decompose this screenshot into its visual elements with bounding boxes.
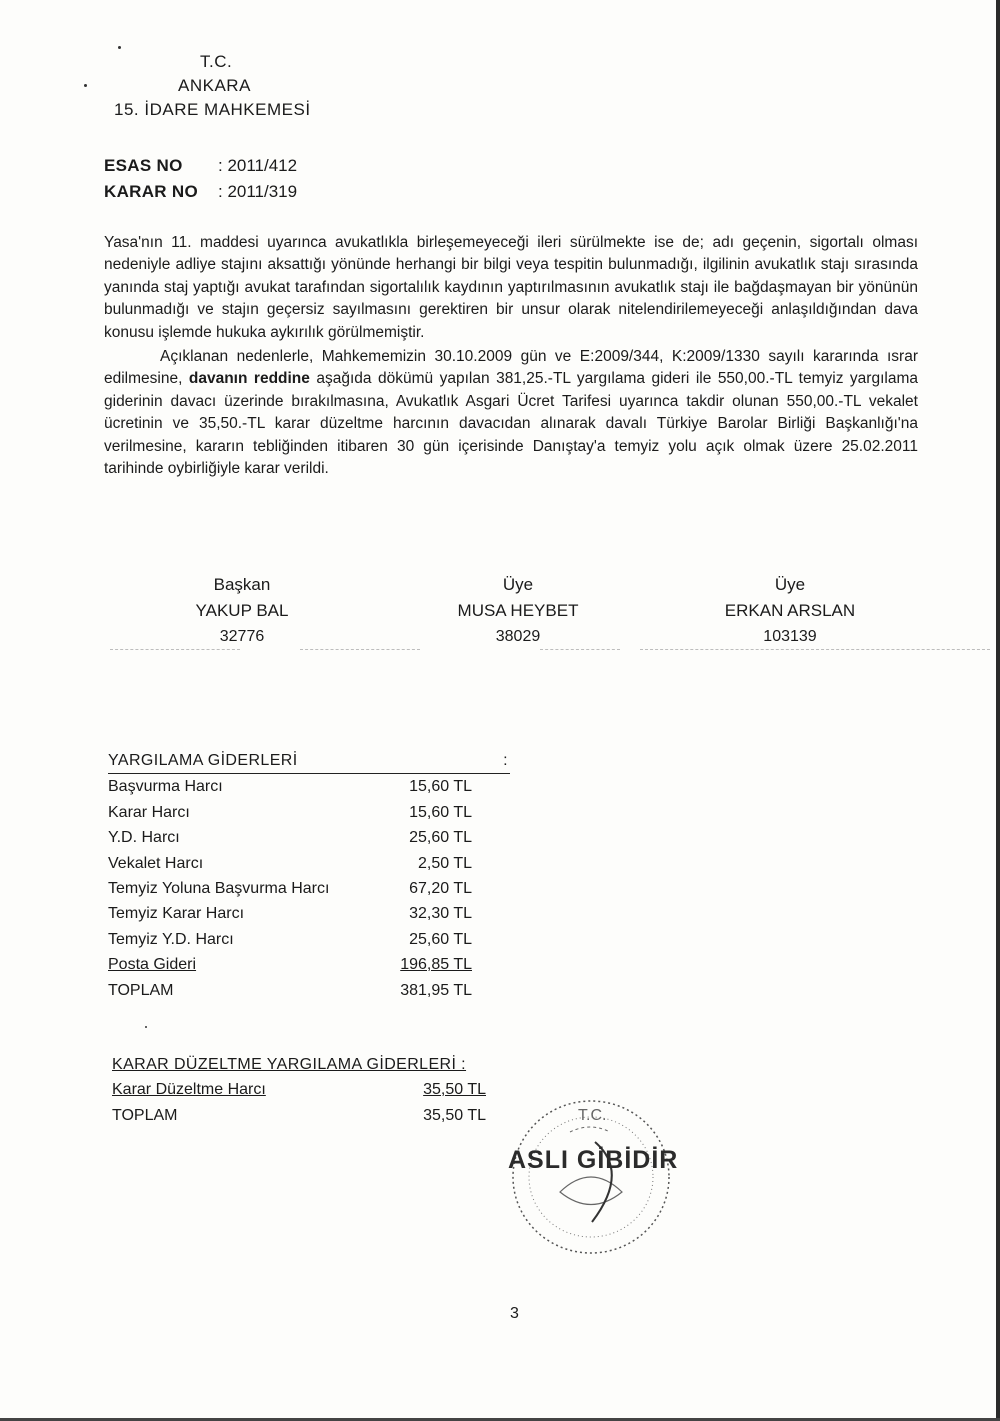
header-line-2: ANKARA	[178, 76, 251, 95]
cost-amount: 15,60 TL	[409, 778, 472, 796]
header-line-1: T.C.	[200, 52, 233, 71]
correction-total-amount: 35,50 TL	[423, 1106, 486, 1124]
meta-row	[104, 153, 297, 179]
signature-block-president	[132, 572, 352, 650]
cost-name: Posta Gideri	[108, 956, 197, 974]
signature-line	[110, 649, 240, 650]
scan-edge-right	[996, 0, 1000, 1421]
scan-speck	[118, 46, 121, 49]
seal-emblem-text: T.C.	[578, 1107, 607, 1124]
signature-role: Başkan	[213, 575, 271, 594]
signature-number: 32776	[219, 628, 265, 645]
cost-total-amount: 381,95 TL	[400, 981, 472, 999]
case-meta	[104, 153, 297, 205]
signature-number: 103139	[763, 628, 817, 645]
signature-name: YAKUP BAL	[195, 601, 289, 620]
cost-name: Temyiz Yoluna Başvurma Harcı	[108, 880, 330, 898]
cost-row	[108, 927, 510, 952]
signature-line	[540, 649, 620, 650]
meta-label: KARAR NO	[104, 182, 199, 201]
correction-row	[112, 1077, 486, 1102]
paragraph-2	[104, 346, 918, 480]
cost-total-row	[108, 978, 510, 1003]
signature-block-member-2	[680, 572, 900, 650]
correction-costs-table	[112, 1052, 486, 1128]
header-line-3: 15. İDARE MAHKEMESİ	[114, 100, 311, 119]
correction-name: Karar Düzeltme Harcı	[112, 1081, 266, 1099]
cost-amount: 25,60 TL	[409, 829, 472, 847]
cost-amount: 32,30 TL	[409, 905, 472, 923]
signature-name: ERKAN ARSLAN	[724, 601, 856, 620]
cost-row	[108, 901, 510, 926]
correction-total-row	[112, 1103, 486, 1128]
page-number: 3	[510, 1305, 519, 1322]
cost-name: Y.D. Harcı	[108, 829, 180, 847]
cost-amount: 25,60 TL	[409, 930, 472, 948]
paragraph-2-part-b: aşağıda dökümü yapılan 381,25.-TL yargılama gideri ile 550,00.-TL temyiz yargılama giderinin davacı üzerinde bırakılmasına, Avukatlık Asgari Ücret Tarifesi uyarınca takdir olunan 550,00.-TL vekalet ücretinin ve 35,50.-TL karar düzeltme harcının davacıdan alınarak davalı Türkiye Barolar Birliği Başkanlığı'na verilmesine, kararın tebliğinden itibaren 30 gün içerisinde Danıştay'a temyiz yolu açık olmak üzere 25.02.2011 tarihinde oybirliğiyle karar verildi.	[104, 370, 918, 478]
cost-amount: 2,50 TL	[418, 854, 472, 872]
cost-name: Başvurma Harcı	[108, 778, 223, 796]
signature-line	[300, 649, 420, 650]
paragraph-1: Yasa'nın 11. maddesi uyarınca avukatlıkla birleşemeyeceği ileri sürülmekte ise de; adı geçenin, sigortalı olması nedeniyle adliye stajını aksattığı yönünde herhangi bir bilgi veya tespitin bulunmadığı, ilgilinin avukatlık stajı sırasında yanında staj yaptığı avukat tarafından sigortalılık kaydının yaptırılmasının avukatlık stajı ile bağdaşmayan bir yönünün bulunmadığı ve stajın geçersiz sayılmasını gerektiren bir unsur olarak nitelendirilemeyeceği anlaşıldığından dava konusu işlemde hukuka aykırılık görülmemiştir.	[104, 234, 918, 341]
signature-number: 38029	[495, 628, 541, 645]
cost-amount: 15,60 TL	[409, 803, 472, 821]
signature-role: Üye	[774, 575, 806, 594]
correction-title: KARAR DÜZELTME YARGILAMA GİDERLERİ :	[112, 1056, 467, 1073]
cost-row	[108, 800, 510, 825]
signature-role: Üye	[502, 575, 534, 594]
paragraph-2-part-a: Açıklanan nedenlerle, Mahkememizin 30.10.2009 gün ve E:2009/344, K:2009/1330 sayılı kararında ısrar edilmesine,	[104, 348, 918, 388]
cost-name: Temyiz Y.D. Harcı	[108, 930, 234, 948]
cost-row	[108, 952, 510, 977]
cost-amount: 196,85 TL	[400, 956, 472, 974]
cost-amount: 67,20 TL	[409, 880, 472, 898]
decision-text	[104, 232, 918, 480]
correction-amount: 35,50 TL	[423, 1081, 486, 1099]
meta-value: : 2011/412	[218, 156, 298, 175]
certified-copy-stamp: ASLI GİBİDİR	[508, 1146, 679, 1174]
correction-total-label: TOPLAM	[112, 1106, 178, 1124]
cost-row	[108, 851, 510, 876]
costs-title-colon: :	[503, 752, 508, 769]
paragraph-2-bold: davanın reddine	[188, 370, 310, 388]
cost-row	[108, 876, 510, 901]
scan-speck	[84, 84, 87, 87]
scan-speck	[145, 1026, 147, 1028]
cost-row	[108, 774, 510, 799]
costs-table	[108, 748, 510, 1003]
meta-label: ESAS NO	[104, 156, 183, 175]
signature-name: MUSA HEYBET	[457, 601, 579, 620]
cost-name: Temyiz Karar Harcı	[108, 905, 245, 923]
costs-title-text: YARGILAMA GİDERLERİ	[108, 752, 298, 769]
cost-total-label: TOPLAM	[108, 981, 174, 999]
meta-row	[104, 179, 297, 205]
cost-name: Karar Harcı	[108, 803, 190, 821]
signature-line	[640, 649, 990, 650]
cost-row	[108, 825, 510, 850]
meta-value: : 2011/319	[218, 182, 298, 201]
court-header	[112, 50, 372, 122]
cost-name: Vekalet Harcı	[108, 854, 204, 872]
costs-title	[108, 748, 510, 774]
official-seal-icon	[500, 1092, 682, 1262]
signature-block-member-1	[408, 572, 628, 650]
